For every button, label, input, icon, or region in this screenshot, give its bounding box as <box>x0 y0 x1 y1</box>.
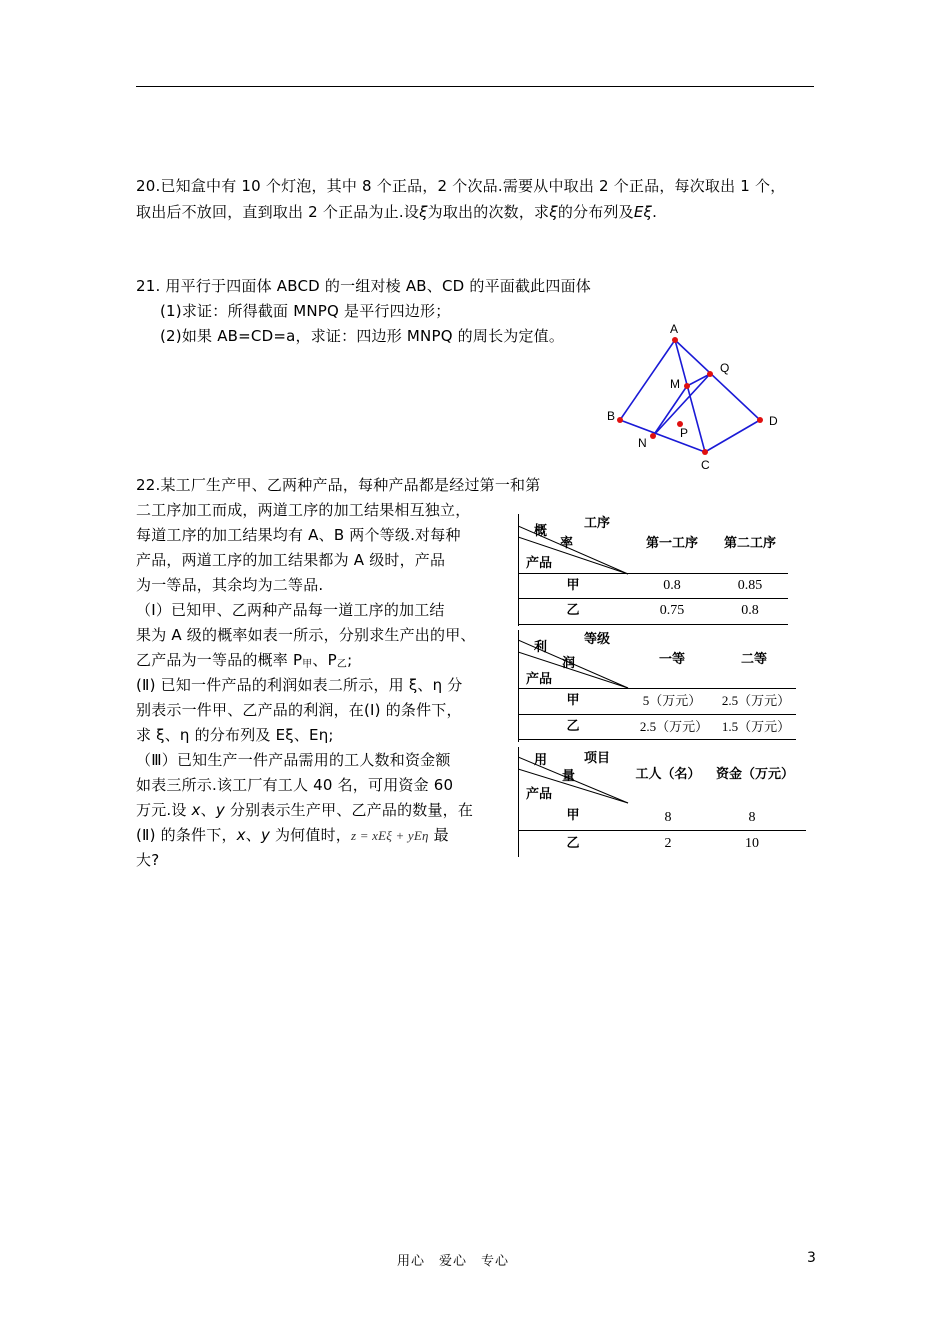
q22-line: 果为 A 级的概率如表一所示，分别求生产出的甲、 <box>136 626 476 644</box>
row-name: 乙 <box>566 603 580 618</box>
point-a <box>672 337 678 343</box>
q22-text-part: ; <box>347 651 353 669</box>
edge-ad <box>675 340 760 420</box>
q20-text: . <box>652 203 658 221</box>
corner-mid: 利 <box>534 640 548 655</box>
corner-mid: 润 <box>562 656 576 671</box>
corner-mid: 用 <box>534 753 548 768</box>
q22-text-part: 最 <box>428 826 449 844</box>
cell-value: 10 <box>745 836 759 851</box>
q20-text: 的分布列及 <box>557 203 634 221</box>
q22-line <box>136 824 449 847</box>
q22-text-part: 为何值时， <box>270 826 351 844</box>
q20-line-2 <box>136 201 657 223</box>
q22-line <box>136 799 473 821</box>
label-d: D <box>769 414 778 428</box>
q22-line: 为一等品，其余均为二等品. <box>136 576 324 594</box>
label-n: N <box>638 436 647 450</box>
cell-value: 1.5（万元） <box>721 719 791 734</box>
var-y: y <box>260 826 271 844</box>
point-d <box>757 417 763 423</box>
cell-value: 8 <box>664 810 672 825</box>
xi-symbol: ξ <box>549 203 558 221</box>
row-name: 甲 <box>566 578 580 593</box>
label-b: B <box>607 409 616 423</box>
corner-top: 项目 <box>584 751 611 766</box>
edge-mq <box>687 374 710 386</box>
corner-mid: 率 <box>560 536 574 551</box>
q22-line: 每道工序的加工结果均有 A、B 两个等级.对每种 <box>136 526 461 544</box>
label-q: Q <box>720 361 730 375</box>
q22-line: (Ⅱ) 已知一件产品的利润如表二所示，用 ξ、η 分 <box>136 676 463 694</box>
q22-line: 别表示一件甲、乙产品的利润，在(Ⅰ) 的条件下， <box>136 701 462 719</box>
column-header: 工人（名） <box>635 767 701 782</box>
q22-text-part: 、 <box>200 801 216 819</box>
corner-bottom: 产品 <box>526 787 553 802</box>
cell-value: 2 <box>664 836 672 851</box>
xi-symbol: ξ <box>419 203 428 221</box>
corner-mid: 量 <box>562 769 576 784</box>
row-name: 甲 <box>566 693 580 708</box>
q22-line: （Ⅲ）已知生产一件产品需用的工人数和资金额 <box>136 751 451 769</box>
q22-line: 22.某工厂生产甲、乙两种产品，每种产品都是经过第一和第 <box>136 476 541 494</box>
expectation-symbol: Eξ <box>633 203 653 221</box>
cell-value: 2.5（万元） <box>639 719 709 734</box>
table-2 <box>518 630 798 742</box>
q22-text-part: 万元.设 <box>136 801 192 819</box>
footer-motto: 用心 爱心 专心 <box>397 1254 510 1269</box>
corner-top: 等级 <box>584 632 611 647</box>
cell-value: 0.85 <box>737 578 763 593</box>
q22-text-part: 分别表示生产甲、乙产品的数量，在 <box>224 801 474 819</box>
cell-value: 8 <box>748 810 756 825</box>
q20-line-1: 20.已知盒中有 10 个灯泡，其中 8 个正品，2 个次品.需要从中取出 2 个正品，每次取出 1 个， <box>136 177 786 195</box>
page-number: 3 <box>807 1250 816 1266</box>
q22-line: （Ⅰ）已知甲、乙两种产品每一道工序的加工结 <box>136 601 445 619</box>
cell-value: 0.8 <box>663 578 681 593</box>
corner-bottom: 产品 <box>526 672 553 687</box>
formula: z = xEξ + yEη <box>350 828 429 843</box>
q22-text-part: 、 <box>245 826 261 844</box>
row-name: 甲 <box>566 808 580 823</box>
column-header: 一等 <box>658 652 685 667</box>
cell-value: 0.75 <box>659 603 685 618</box>
corner-bottom: 产品 <box>526 556 553 571</box>
column-header: 第二工序 <box>723 536 776 551</box>
corner-top: 工序 <box>584 516 611 531</box>
column-header: 第一工序 <box>645 536 698 551</box>
point-b <box>617 417 623 423</box>
cell-value: 2.5（万元） <box>721 693 791 708</box>
q21-title: 21. 用平行于四面体 ABCD 的一组对棱 AB、CD 的平面截此四面体 <box>136 277 591 295</box>
row-name: 乙 <box>566 719 580 734</box>
point-m <box>684 383 690 389</box>
label-c: C <box>701 458 710 472</box>
q22-line: 产品，两道工序的加工结果都为 A 级时，产品 <box>136 551 446 569</box>
table-3 <box>518 747 808 857</box>
column-header: 资金（万元） <box>715 767 794 782</box>
var-y: y <box>215 801 225 819</box>
q22-text-part: (Ⅱ) 的条件下， <box>136 826 237 844</box>
label-p: P <box>680 426 689 440</box>
row-name: 乙 <box>566 836 580 851</box>
table-1 <box>518 514 790 626</box>
tetrahedron-figure <box>590 315 800 475</box>
var-x: x <box>236 826 246 844</box>
point-q <box>707 371 713 377</box>
column-header: 二等 <box>740 652 767 667</box>
q22-line: 如表三所示.该工厂有工人 40 名，可用资金 60 <box>136 776 454 794</box>
point-n <box>650 433 656 439</box>
var-x: x <box>191 801 201 819</box>
subscript: 甲 <box>302 659 313 670</box>
edge-cd <box>705 420 760 452</box>
cell-value: 5（万元） <box>642 693 702 708</box>
q22-text-part: 乙产品为一等品的概率 P <box>136 651 303 669</box>
point-c <box>702 449 708 455</box>
q21-part-2: (2)如果 AB=CD=a，求证：四边形 MNPQ 的周长为定值。 <box>160 327 565 345</box>
q22-line: 求 ξ、η 的分布列及 Eξ、Eη; <box>136 726 334 744</box>
edge-ab <box>620 340 675 420</box>
q22-line <box>136 649 352 676</box>
q22-line: 大? <box>136 851 160 869</box>
q20-text: 为取出的次数，求 <box>427 203 550 221</box>
cell-value: 0.8 <box>741 603 759 618</box>
label-a: A <box>670 322 679 336</box>
corner-mid: 概 <box>534 524 548 539</box>
label-m: M <box>670 377 680 391</box>
q22-text-part: 、P <box>312 651 337 669</box>
q21-part-1: (1)求证：所得截面 MNPQ 是平行四边形； <box>160 302 451 320</box>
subscript: 乙 <box>336 659 348 670</box>
q20-text: 取出后不放回，直到取出 2 个正品为止.设 <box>136 203 420 221</box>
q22-line: 二工序加工而成，两道工序的加工结果相互独立， <box>136 501 471 519</box>
header-rule <box>136 86 814 87</box>
